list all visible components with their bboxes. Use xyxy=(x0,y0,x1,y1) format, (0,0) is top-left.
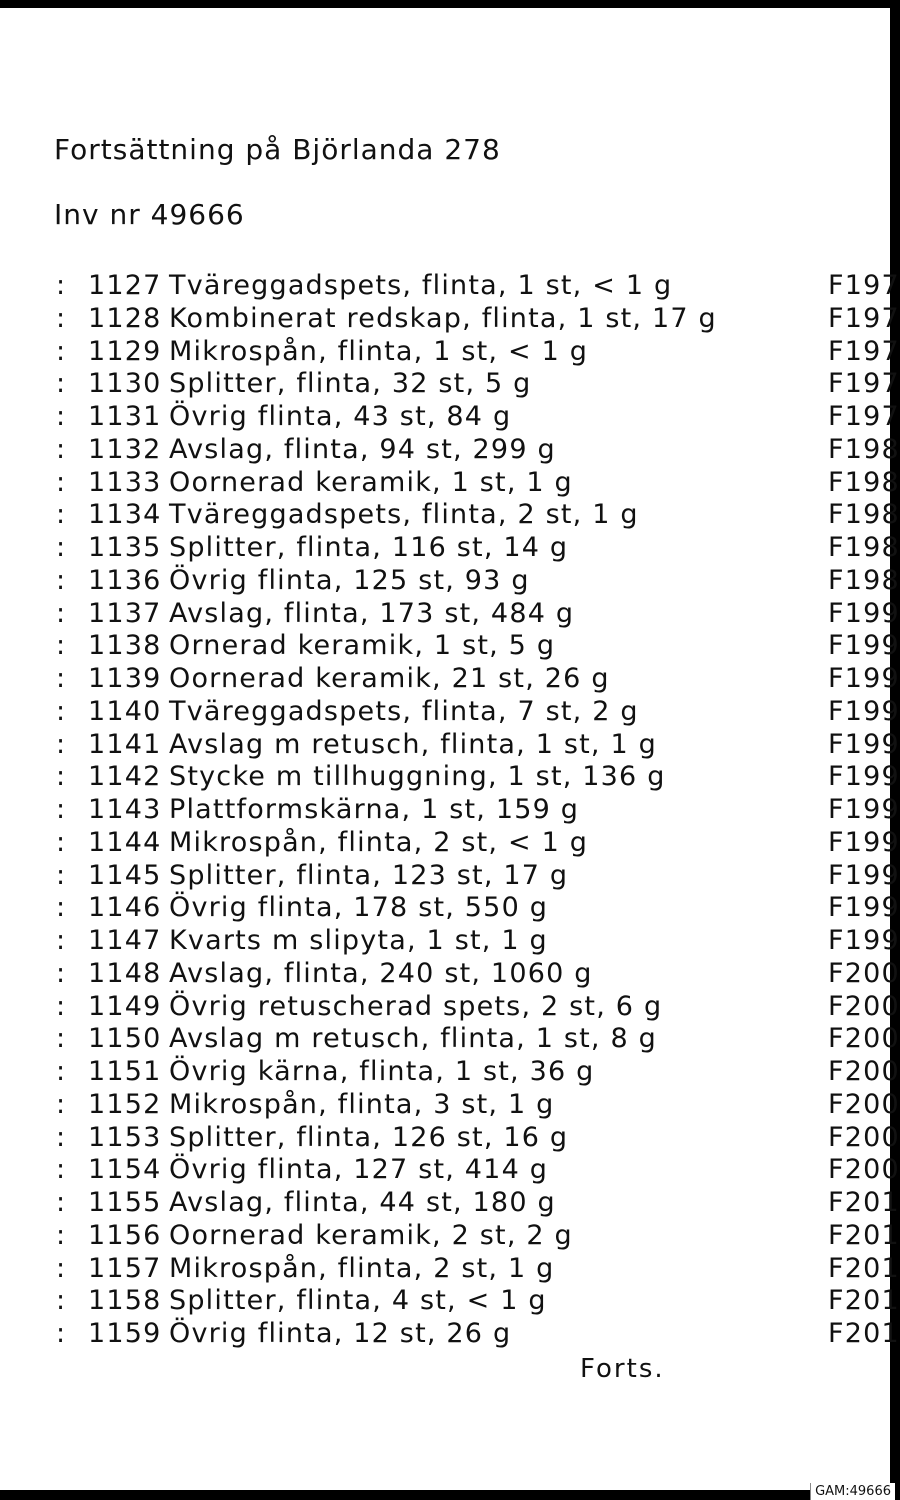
entry-description: Mikrospån, flinta, 2 st, 1 g xyxy=(169,1252,555,1284)
entry-separator: : xyxy=(56,728,67,760)
list-item xyxy=(56,1088,900,1122)
entry-code: F199 xyxy=(828,597,900,629)
list-item xyxy=(56,761,900,794)
entry-number: 1156 xyxy=(88,1219,162,1251)
entry-separator: : xyxy=(56,794,67,825)
list-item xyxy=(56,1121,900,1155)
entry-separator: : xyxy=(56,1187,67,1218)
entry-number: 1133 xyxy=(88,466,162,498)
entry-code: F197 xyxy=(828,302,900,334)
entry-code: F198 xyxy=(828,466,900,498)
entry-separator: : xyxy=(56,630,67,662)
entry-number: 1151 xyxy=(88,1056,162,1087)
entry-separator: : xyxy=(56,1023,67,1055)
entry-separator: : xyxy=(56,1285,67,1317)
list-item xyxy=(56,368,900,401)
entry-code: F199 xyxy=(828,728,900,760)
entry-description: Oornerad keramik, 2 st, 2 g xyxy=(169,1219,573,1251)
entry-separator: : xyxy=(56,368,67,400)
entry-number: 1152 xyxy=(88,1088,162,1120)
entry-number: 1138 xyxy=(88,630,162,662)
list-item xyxy=(56,466,900,500)
list-item xyxy=(56,532,900,565)
entry-code: F199 xyxy=(828,892,900,924)
entry-number: 1129 xyxy=(88,335,162,367)
entry-description: Plattformskärna, 1 st, 159 g xyxy=(169,794,580,825)
list-item xyxy=(56,302,900,336)
entry-code: F200 xyxy=(828,1088,900,1120)
list-item xyxy=(56,499,900,532)
entry-separator: : xyxy=(56,1088,67,1120)
entry-description: Övrig flinta, 178 st, 550 g xyxy=(169,892,549,924)
entry-number: 1136 xyxy=(88,564,162,596)
list-item xyxy=(56,990,900,1024)
entry-description: Tväreggadspets, flinta, 7 st, 2 g xyxy=(169,695,639,727)
entry-code: F199 xyxy=(828,826,900,858)
entry-number: 1137 xyxy=(88,597,162,629)
list-item xyxy=(56,1318,900,1351)
list-item xyxy=(56,1056,900,1089)
entry-description: Övrig kärna, flinta, 1 st, 36 g xyxy=(169,1056,595,1087)
entry-separator: : xyxy=(56,990,67,1022)
entry-code: F197 xyxy=(828,270,900,301)
entry-number: 1127 xyxy=(88,270,162,301)
entry-code: F199 xyxy=(828,663,900,694)
entry-separator: : xyxy=(56,859,67,891)
entry-separator: : xyxy=(56,302,67,334)
entry-number: 1128 xyxy=(88,302,162,334)
list-item xyxy=(56,892,900,925)
entry-code: F201 xyxy=(828,1219,900,1251)
entry-code: F199 xyxy=(828,859,900,891)
entry-number: 1134 xyxy=(88,499,162,531)
entry-number: 1147 xyxy=(88,925,162,956)
entry-number: 1144 xyxy=(88,826,162,858)
entry-separator: : xyxy=(56,564,67,596)
list-item xyxy=(56,564,900,598)
entry-code: F201 xyxy=(828,1252,900,1284)
entry-separator: : xyxy=(56,1121,67,1153)
list-item xyxy=(56,597,900,631)
entry-code: F199 xyxy=(828,630,900,662)
entry-separator: : xyxy=(56,957,67,989)
entry-description: Splitter, flinta, 126 st, 16 g xyxy=(169,1121,569,1153)
list-item xyxy=(56,1187,900,1220)
entry-number: 1158 xyxy=(88,1285,162,1317)
entry-code: F200 xyxy=(828,1023,900,1055)
entry-separator: : xyxy=(56,466,67,498)
entry-separator: : xyxy=(56,270,67,301)
entry-code: F198 xyxy=(828,499,900,531)
entry-separator: : xyxy=(56,1252,67,1284)
entry-number: 1130 xyxy=(88,368,162,400)
entry-separator: : xyxy=(56,1219,67,1251)
entry-code: F201 xyxy=(828,1285,900,1317)
archive-stamp: GAM:49666 xyxy=(810,1483,895,1500)
entry-separator: : xyxy=(56,597,67,629)
entry-description: Mikrospån, flinta, 1 st, < 1 g xyxy=(169,335,589,367)
entry-number: 1139 xyxy=(88,663,162,694)
entry-code: F200 xyxy=(828,990,900,1022)
entry-code: F201 xyxy=(828,1318,900,1349)
entry-description: Övrig flinta, 43 st, 84 g xyxy=(169,401,512,432)
entry-number: 1153 xyxy=(88,1121,162,1153)
inventory-number: Inv nr 49666 xyxy=(54,198,245,231)
entry-number: 1154 xyxy=(88,1154,162,1186)
entry-number: 1131 xyxy=(88,401,162,432)
list-item xyxy=(56,728,900,762)
entry-description: Avslag m retusch, flinta, 1 st, 8 g xyxy=(169,1023,657,1055)
entry-description: Övrig flinta, 12 st, 26 g xyxy=(169,1318,512,1349)
entry-separator: : xyxy=(56,401,67,432)
entry-description: Tväreggadspets, flinta, 1 st, < 1 g xyxy=(169,270,673,301)
list-item xyxy=(56,335,900,369)
entry-description: Mikrospån, flinta, 2 st, < 1 g xyxy=(169,826,589,858)
entry-separator: : xyxy=(56,892,67,924)
entry-description: Oornerad keramik, 1 st, 1 g xyxy=(169,466,573,498)
entry-code: F199 xyxy=(828,925,900,956)
list-item xyxy=(56,270,900,303)
list-item xyxy=(56,1154,900,1187)
entry-separator: : xyxy=(56,925,67,956)
entry-number: 1141 xyxy=(88,728,162,760)
list-item xyxy=(56,794,900,827)
entry-code: F197 xyxy=(828,368,900,400)
entry-number: 1149 xyxy=(88,990,162,1022)
entry-description: Avslag m retusch, flinta, 1 st, 1 g xyxy=(169,728,657,760)
entry-code: F200 xyxy=(828,957,900,989)
entry-description: Avslag, flinta, 44 st, 180 g xyxy=(169,1187,556,1218)
entry-description: Kvarts m slipyta, 1 st, 1 g xyxy=(169,925,548,956)
entry-list xyxy=(56,270,900,1351)
entry-description: Oornerad keramik, 21 st, 26 g xyxy=(169,663,610,694)
list-item xyxy=(56,401,900,434)
entry-description: Övrig flinta, 127 st, 414 g xyxy=(169,1154,549,1186)
entry-number: 1143 xyxy=(88,794,162,825)
list-item xyxy=(56,1252,900,1286)
entry-number: 1140 xyxy=(88,695,162,727)
page-title: Fortsättning på Björlanda 278 xyxy=(54,133,501,166)
entry-code: F200 xyxy=(828,1121,900,1153)
catalog-card xyxy=(0,8,900,1490)
entry-separator: : xyxy=(56,663,67,694)
entry-description: Avslag, flinta, 240 st, 1060 g xyxy=(169,957,593,989)
entry-description: Splitter, flinta, 4 st, < 1 g xyxy=(169,1285,547,1317)
entry-separator: : xyxy=(56,1154,67,1186)
entry-code: F198 xyxy=(828,532,900,563)
entry-description: Splitter, flinta, 123 st, 17 g xyxy=(169,859,569,891)
entry-description: Avslag, flinta, 173 st, 484 g xyxy=(169,597,575,629)
list-item xyxy=(56,1023,900,1056)
entry-description: Tväreggadspets, flinta, 2 st, 1 g xyxy=(169,499,639,531)
entry-separator: : xyxy=(56,1318,67,1349)
continued-note: Forts. xyxy=(580,1354,665,1384)
entry-number: 1159 xyxy=(88,1318,162,1349)
entry-number: 1146 xyxy=(88,892,162,924)
entry-code: F197 xyxy=(828,335,900,367)
entry-separator: : xyxy=(56,335,67,367)
entry-description: Övrig retuscherad spets, 2 st, 6 g xyxy=(169,990,663,1022)
entry-code: F200 xyxy=(828,1154,900,1186)
list-item xyxy=(56,859,900,893)
list-item xyxy=(56,663,900,696)
entry-description: Ornerad keramik, 1 st, 5 g xyxy=(169,630,556,662)
list-item xyxy=(56,925,900,958)
entry-description: Stycke m tillhuggning, 1 st, 136 g xyxy=(169,761,666,793)
list-item xyxy=(56,826,900,860)
entry-separator: : xyxy=(56,433,67,465)
list-item xyxy=(56,433,900,467)
entry-number: 1132 xyxy=(88,433,162,465)
entry-number: 1157 xyxy=(88,1252,162,1284)
entry-code: F199 xyxy=(828,695,900,727)
entry-number: 1142 xyxy=(88,761,162,793)
list-item xyxy=(56,1219,900,1253)
entry-code: F201 xyxy=(828,1187,900,1218)
entry-separator: : xyxy=(56,695,67,727)
entry-separator: : xyxy=(56,761,67,793)
entry-number: 1150 xyxy=(88,1023,162,1055)
entry-code: F199 xyxy=(828,794,900,825)
entry-description: Mikrospån, flinta, 3 st, 1 g xyxy=(169,1088,555,1120)
entry-description: Övrig flinta, 125 st, 93 g xyxy=(169,564,530,596)
entry-number: 1135 xyxy=(88,532,162,563)
entry-code: F200 xyxy=(828,1056,900,1087)
entry-separator: : xyxy=(56,499,67,531)
entry-number: 1145 xyxy=(88,859,162,891)
entry-description: Avslag, flinta, 94 st, 299 g xyxy=(169,433,556,465)
list-item xyxy=(56,695,900,729)
entry-code: F199 xyxy=(828,761,900,793)
entry-code: F198 xyxy=(828,564,900,596)
entry-number: 1155 xyxy=(88,1187,162,1218)
entry-description: Splitter, flinta, 32 st, 5 g xyxy=(169,368,532,400)
list-item xyxy=(56,630,900,663)
entry-code: F197 xyxy=(828,401,900,432)
entry-description: Splitter, flinta, 116 st, 14 g xyxy=(169,532,569,563)
entry-separator: : xyxy=(56,1056,67,1087)
entry-separator: : xyxy=(56,532,67,563)
entry-description: Kombinerat redskap, flinta, 1 st, 17 g xyxy=(169,302,717,334)
list-item xyxy=(56,957,900,991)
list-item xyxy=(56,1285,900,1318)
entry-code: F198 xyxy=(828,433,900,465)
entry-separator: : xyxy=(56,826,67,858)
entry-number: 1148 xyxy=(88,957,162,989)
